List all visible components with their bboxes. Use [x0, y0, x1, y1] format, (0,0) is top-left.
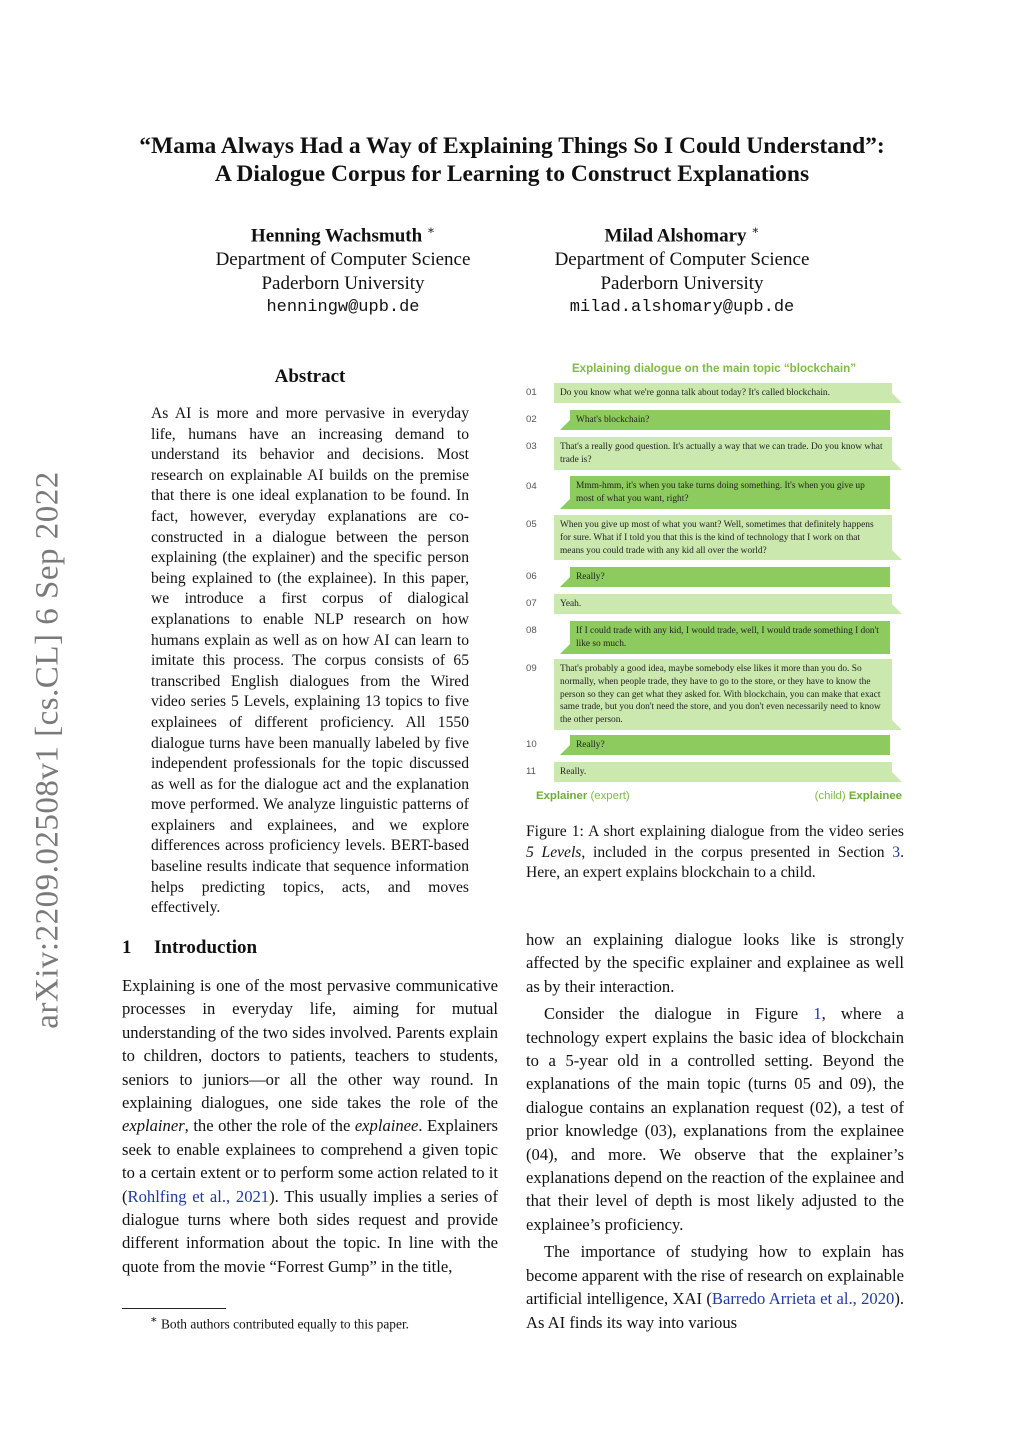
author-univ: Paderborn University	[261, 273, 425, 295]
title-line-2: A Dialogue Corpus for Learning to Construct Explanations	[214, 161, 810, 187]
turn-number: 07	[526, 598, 537, 609]
abstract-text: As AI is more and more pervasive in everyday life, humans have an increasing demand to understand its behavior and decisions. Most research on explainable AI builds on the premise that there is one ideal explanation to be found. In fact, however, everyday explanations are co-constructed in a dialogue between the person explaining (the explainer) and the specific person being explained to (the explainee). In this paper, we introduce a first corpus of dialogical explanations to enable NLP research on how humans explain as well as on how AI can learn to imitate this process. The corpus consists of 65 transcribed English dialogues from the Wired video series 5 Levels, explaining 13 topics to five explainees of different proficiency. All 1550 dialogue turns have been manually labeled by five independent professionals for the topic discussed as well as for the dialogue act and the explanation move performed. We analyze linguistic patterns of explainers and explainees, and we explore differences across proficiency levels. BERT-based baseline results indicate that sequence information helps predicting topics, acts, and moves effectively.	[151, 405, 469, 917]
figure-dialogue	[522, 360, 906, 810]
explainee-bubble: Really?	[570, 567, 890, 587]
turn-number: 01	[526, 387, 537, 398]
turn-number: 06	[526, 571, 537, 582]
turn-number: 11	[526, 766, 536, 777]
intro-paragraph-cont: how an explaining dialogue looks like is strongly affected by the specific explainer and explainee as well as by their interaction.	[526, 930, 904, 996]
footnote-mark: ∗	[150, 1314, 158, 1326]
explainer-bubble: Yeah.	[554, 594, 892, 614]
abstract-heading: Abstract	[274, 366, 346, 387]
author-email[interactable]: henningw@upb.de	[266, 298, 420, 318]
intro-paragraph-3: The importance of studying how to explain has become apparent with the rise of research on explainable artificial intelligence, XAI (Barredo Arrieta et al., 2020). As AI finds its way into various	[526, 1242, 905, 1332]
section-ref-link[interactable]: 3	[892, 843, 901, 861]
intro-right-column	[526, 928, 904, 1334]
citation-link[interactable]: Rohlfing et al., 2021	[127, 1186, 270, 1206]
author-name: Henning Wachsmuth ∗	[250, 223, 436, 247]
intro-left-column	[122, 974, 498, 1278]
legend-explainer: Explainer (expert)	[536, 790, 630, 802]
explainer-bubble: Do you know what we're gonna talk about today? It's called blockchain.	[554, 383, 892, 403]
author-dept: Department of Computer Science	[215, 249, 471, 271]
footnote-rule	[122, 1308, 226, 1309]
title-line-1: “Mama Always Had a Way of Explaining Things So I Could Understand”:	[139, 133, 885, 159]
citation-link[interactable]: Barredo Arrieta et al., 2020	[711, 1289, 895, 1309]
explainer-bubble: When you give up most of what you want? Well, sometimes that definitely happens for sure. What if I told you that this is the kind of technology that I work on that means you could trade with any kid all over the world?	[554, 515, 892, 560]
explainee-bubble: If I could trade with any kid, I would trade, well, I would trade something I don't like so much.	[570, 621, 890, 654]
section-heading	[122, 937, 257, 959]
explainer-bubble: Really.	[554, 762, 892, 782]
section-title: Introduction	[154, 937, 258, 958]
author-univ: Paderborn University	[600, 273, 764, 295]
section-number: 1	[122, 937, 132, 958]
explainee-bubble: What's blockchain?	[570, 410, 890, 430]
term-explainee: explainee	[354, 1116, 419, 1136]
footnote	[150, 1313, 409, 1332]
intro-paragraph-2: Consider the dialogue in Figure 1, where a technology expert explains the basic idea of blockchain to a 5-year old in a controlled setting. Beyond the explanations of the main topic (turns 05 and 09), the dialogue contains an explanation request (02), a test of prior knowledge (03), explanations from the explainee (04), and more. We observe that the explainer’s explanations depend on the reaction of the explainee and that their level of depth is most likely adjusted to the explainee’s proficiency.	[526, 1004, 904, 1234]
arxiv-id: arXiv:2209.02508v1 [cs.CL] 6 Sep 2022	[29, 471, 66, 1029]
turn-number: 05	[526, 519, 537, 530]
footnote-text: Both authors contributed equally to this paper.	[160, 1316, 410, 1332]
author-dept: Department of Computer Science	[554, 249, 810, 271]
turn-number: 04	[526, 481, 537, 492]
turn-number: 08	[526, 625, 537, 636]
legend-explainee: (child) Explainee	[814, 790, 902, 802]
explainer-bubble: That's a really good question. It's actually a way that we can trade. Do you know what trade is?	[554, 437, 892, 470]
paper-title	[80, 132, 944, 188]
turn-number: 02	[526, 414, 537, 425]
explainer-bubble: That's probably a good idea, maybe somebody else likes it more than you do. So normally, when people trade, they have to go to the store, or they have to know the person so they can get what they asked for. With blockchain, you can make that exact same trade, but you don't need the store, and you don't even necessarily need to know the other person.	[554, 659, 892, 730]
author-email[interactable]: milad.alshomary@upb.de	[569, 298, 795, 318]
turn-number: 03	[526, 441, 537, 452]
author-name: Milad Alshomary ∗	[604, 223, 760, 247]
term-explainer: explainer	[122, 1116, 185, 1136]
explainee-bubble: Mmm-hmm, it's when you take turns doing something. It's when you give up most of what you want, right?	[570, 476, 890, 509]
turn-number: 10	[526, 739, 537, 750]
author-block-2	[522, 218, 842, 320]
intro-paragraph-1: Explaining is one of the most pervasive communicative processes in everyday life, aiming for mutual understanding of the two sides involved. Parents explain to children, doctors to patients, teachers to students, seniors to juniors—or all the other way round. In explaining dialogues, one side takes the role of the explainer, the other the role of the explainee. Explainers seek to enable explainees to comprehend a given topic to a certain extent or to perform some action related to it (Rohlfing et al., 2021). This usually implies a series of dialogue turns where both sides request and provide different information about the topic. In line with the quote from the movie “Forrest Gump” in the title,	[122, 976, 499, 1276]
figure-title: Explaining dialogue on the main topic “blockchain”	[571, 362, 857, 375]
arxiv-stamp	[28, 460, 68, 1040]
turn-number: 09	[526, 663, 537, 674]
explainee-bubble: Really?	[570, 735, 890, 755]
author-block-1	[183, 218, 503, 320]
figure-caption: Figure 1: A short explaining dialogue from the video series 5 Levels, included in the corpus presented in Section 3. Here, an expert explains blockchain to a child.	[526, 823, 904, 882]
figure-ref-link[interactable]: 1	[813, 1004, 822, 1024]
